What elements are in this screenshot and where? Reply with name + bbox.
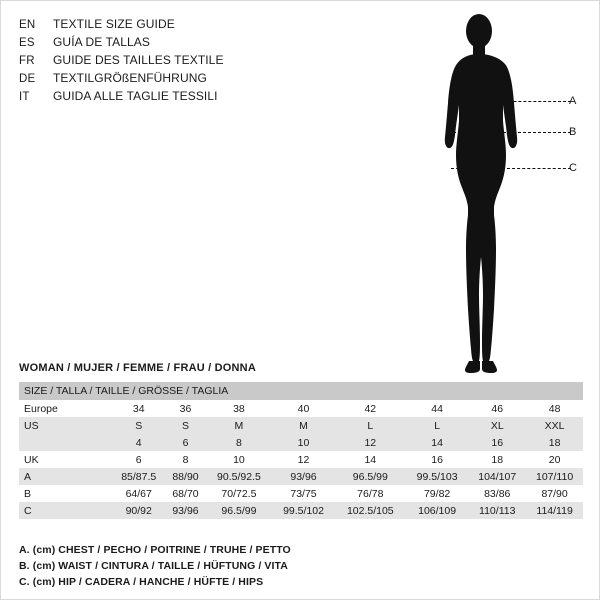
table-row — [19, 434, 583, 451]
cell: 48 — [526, 400, 583, 417]
language-title: GUIDA ALLE TAGLIE TESSILI — [53, 89, 218, 103]
cell: 12 — [272, 451, 334, 468]
table-row — [19, 451, 583, 468]
measure-label-a: A — [569, 95, 577, 107]
table-row — [19, 485, 583, 502]
measure-line-c — [451, 168, 571, 169]
cell: 99.5/102 — [272, 502, 334, 519]
cell: 16 — [406, 451, 468, 468]
cell: 99.5/103 — [406, 468, 468, 485]
cell: 90/92 — [112, 502, 165, 519]
legend-row-a: A. (cm) CHEST / PECHO / POITRINE / TRUHE / PETTO — [19, 544, 291, 556]
cell: 106/109 — [406, 502, 468, 519]
row-label: C — [19, 502, 112, 519]
cell: 68/70 — [165, 485, 205, 502]
female-body-figure — [401, 9, 586, 374]
table-row — [19, 502, 583, 519]
row-label: UK — [19, 451, 112, 468]
cell: 10 — [272, 434, 334, 451]
measurement-legend — [19, 542, 579, 590]
table-row — [19, 400, 583, 417]
language-row — [19, 33, 349, 51]
cell: 83/86 — [468, 485, 526, 502]
measure-line-b — [453, 132, 571, 133]
cell: 114/119 — [526, 502, 583, 519]
cell: 88/90 — [165, 468, 205, 485]
female-silhouette-icon — [401, 9, 586, 374]
cell: 79/82 — [406, 485, 468, 502]
cell: 93/96 — [165, 502, 205, 519]
cell: 40 — [272, 400, 334, 417]
row-label: B — [19, 485, 112, 502]
cell: 14 — [335, 451, 406, 468]
cell: 64/67 — [112, 485, 165, 502]
cell: 34 — [112, 400, 165, 417]
table-row — [19, 417, 583, 434]
language-code: IT — [19, 91, 30, 103]
cell: L — [406, 417, 468, 434]
cell: 8 — [206, 434, 273, 451]
cell: 20 — [526, 451, 583, 468]
cell: 42 — [335, 400, 406, 417]
cell: 44 — [406, 400, 468, 417]
cell: 110/113 — [468, 502, 526, 519]
cell: 107/110 — [526, 468, 583, 485]
cell: XL — [468, 417, 526, 434]
measure-label-b: B — [569, 126, 577, 138]
row-label — [19, 434, 112, 451]
cell: 16 — [468, 434, 526, 451]
table-header-row — [19, 382, 583, 400]
cell: 12 — [335, 434, 406, 451]
cell: 6 — [112, 451, 165, 468]
cell: 85/87.5 — [112, 468, 165, 485]
size-table — [19, 382, 583, 519]
cell: S — [112, 417, 165, 434]
language-code: EN — [19, 19, 36, 31]
language-row — [19, 51, 349, 69]
cell: 46 — [468, 400, 526, 417]
cell: 6 — [165, 434, 205, 451]
cell: 10 — [206, 451, 273, 468]
legend-row-c: C. (cm) HIP / CADERA / HANCHE / HÜFTE / HIPS — [19, 576, 264, 588]
cell: 8 — [165, 451, 205, 468]
table-group-title: WOMAN / MUJER / FEMME / FRAU / DONNA — [19, 362, 256, 374]
row-label: Europe — [19, 400, 112, 417]
cell: 87/90 — [526, 485, 583, 502]
cell: XXL — [526, 417, 583, 434]
legend-row-b: B. (cm) WAIST / CINTURA / TAILLE / HÜFTUNG / VITA — [19, 560, 288, 572]
cell: 4 — [112, 434, 165, 451]
cell: 14 — [406, 434, 468, 451]
cell: M — [206, 417, 273, 434]
row-label: US — [19, 417, 112, 434]
cell: 38 — [206, 400, 273, 417]
cell: 18 — [468, 451, 526, 468]
language-title: TEXTILGRÖßENFÜHRUNG — [53, 71, 207, 85]
language-title: TEXTILE SIZE GUIDE — [53, 17, 175, 31]
cell: L — [335, 417, 406, 434]
cell: 36 — [165, 400, 205, 417]
cell: 96.5/99 — [206, 502, 273, 519]
cell: 93/96 — [272, 468, 334, 485]
cell: 76/78 — [335, 485, 406, 502]
cell: 70/72.5 — [206, 485, 273, 502]
cell: 102.5/105 — [335, 502, 406, 519]
table-row — [19, 468, 583, 485]
language-title: GUIDE DES TAILLES TEXTILE — [53, 53, 224, 67]
language-title: GUÍA DE TALLAS — [53, 35, 150, 49]
cell: S — [165, 417, 205, 434]
language-row — [19, 69, 349, 87]
language-row — [19, 87, 349, 105]
row-label: A — [19, 468, 112, 485]
language-code: DE — [19, 73, 36, 85]
cell: 104/107 — [468, 468, 526, 485]
language-code: ES — [19, 37, 35, 49]
cell: 96.5/99 — [335, 468, 406, 485]
measure-label-c: C — [569, 162, 577, 174]
cell: 73/75 — [272, 485, 334, 502]
cell: 90.5/92.5 — [206, 468, 273, 485]
table-header-label: SIZE / TALLA / TAILLE / GRÖSSE / TAGLIA — [19, 382, 583, 400]
language-code: FR — [19, 55, 35, 67]
language-row — [19, 15, 349, 33]
language-titles — [19, 15, 349, 105]
cell: 18 — [526, 434, 583, 451]
measure-line-a — [449, 101, 571, 102]
cell: M — [272, 417, 334, 434]
